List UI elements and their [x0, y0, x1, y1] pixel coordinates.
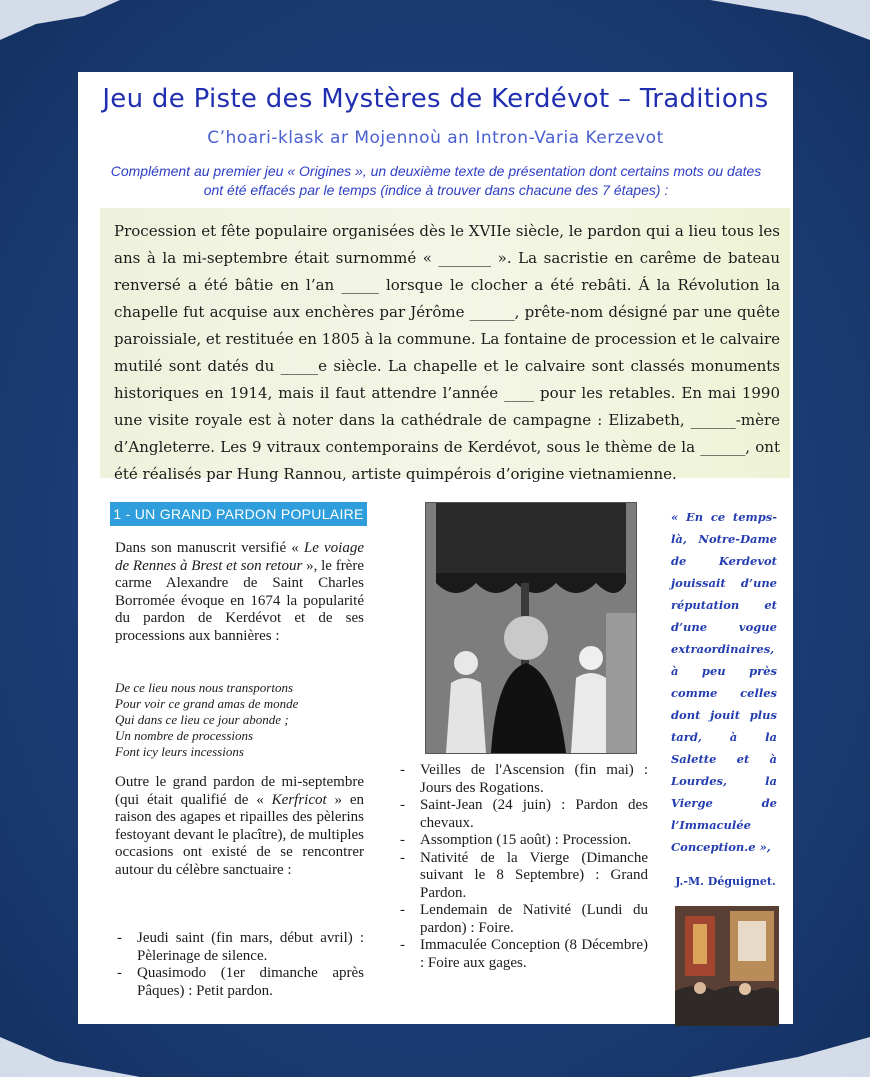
- poem: [115, 680, 364, 760]
- list-item-text: Jeudi saint (fin mars, début avril) : Pèlerinage de silence.: [137, 930, 364, 964]
- poem-line: Pour voir ce grand amas de monde: [115, 696, 299, 711]
- section-paragraph-1: [115, 540, 364, 645]
- poem-line: Font icy leurs incessions: [115, 744, 244, 759]
- text-span: Outre le grand pardon de mi-septembre (qui était qualifié de «: [115, 774, 364, 808]
- poem-line: De ce lieu nous nous transportons: [115, 680, 294, 695]
- section-heading: 1 - UN GRAND PARDON POPULAIRE: [110, 502, 367, 526]
- text-span: » en raison des agapes et ripailles des pèlerins festoyant devant le placître), de multiples occasions ont existé de se rencontrer autour du célèbre sanctuaire :: [115, 791, 364, 878]
- list-dash: -: [400, 849, 405, 866]
- list-dash: -: [117, 965, 122, 981]
- list-item: [398, 762, 648, 797]
- list-dash: -: [117, 930, 122, 946]
- list-item: [398, 937, 648, 972]
- procession-photo-drawing: [426, 503, 636, 753]
- page-subtitle: C’hoari-klask ar Mojennoù an Intron-Varia Kerzevot: [207, 128, 664, 148]
- list-item-text: Immaculée Conception (8 Décembre) : Foire aux gages.: [420, 937, 648, 971]
- complement-note: Complément au premier jeu « Origines », un deuxième texte de présentation dont certains mots ou dates ont été effacés par le temps (indice à trouver dans chacune des 7 étapes) :: [110, 163, 762, 198]
- procession-photo: [425, 502, 637, 754]
- list-item-text: Nativité de la Vierge (Dimanche suivant le 8 Septembre) : Grand Pardon.: [420, 849, 648, 901]
- list-dash: -: [400, 902, 405, 918]
- retable-photo-drawing: [675, 906, 779, 1026]
- list-item: [398, 832, 648, 850]
- poem-line: Qui dans ce lieu ce jour abonde ;: [115, 712, 289, 727]
- text-span: Dans son manuscrit versifié «: [115, 540, 304, 556]
- list-item: [398, 797, 648, 832]
- intro-text: Procession et fête populaire organisées dès le XVIIe siècle, le pardon qui a lieu tous les ans à la mi-septembre était surnommé « _______ ». La sacristie en carême de bateau renversé a été bâtie en l’an _____ lorsque le clocher a été rebâti. Á la Révolution la chapelle fut acquise aux enchères par Jérôme ______, prête-nom désigné par une quête paroissiale, et restituée en 1805 à la commune. La fontaine de procession et le calvaire mutilé sont datés du _____e siècle. La chapelle et le calvaire sont classés monuments historiques en 1914, mais il faut attendre l’année ____ pour les retables. En mai 1990 une visite royale est à noter dans la cathédrale de campagne : Elizabeth, ______-mère d’Angleterre. Les 9 vitraux contemporains de Kerdévot, sous le thème de la ______, ont été réalisés par Hung Rannou, artiste quimpérois d’origine vietnamienne.: [114, 222, 780, 483]
- list-item-text: Assomption (15 août) : Procession.: [420, 832, 632, 848]
- list-item: [398, 850, 648, 903]
- list-dash: -: [400, 762, 405, 778]
- retable-photo: [675, 906, 779, 1026]
- manuscript-title: Le voiage de Rennes à Brest et son retour: [115, 540, 365, 574]
- list-dash: -: [400, 937, 405, 953]
- poem-line: Un nombre de processions: [115, 728, 254, 743]
- list-item: [115, 930, 364, 965]
- section-paragraph-2: [115, 774, 364, 879]
- list-item-text: Veilles de l'Ascension (fin mai) : Jours des Rogations.: [420, 762, 648, 796]
- list-item: [115, 965, 364, 1000]
- deguignet-quote: « En ce temps-là, Notre-Dame de Kerdevot jouissait d’une réputation et d’une vogue extraordinaires, à peu près comme celles dont jouit plus tard, à la Salette et à Lourdes, la Vierge de l’Immaculée Conception.e »,: [671, 510, 777, 854]
- list-item-text: Saint-Jean (24 juin) : Pardon des chevaux.: [420, 797, 648, 831]
- list-dash: -: [400, 832, 405, 848]
- text-span: », le frère carme Alexandre de Saint Charles Borromée évoque en 1674 la popularité du pardon de Kerdévot et de ses processions aux bannières :: [115, 557, 364, 644]
- list-item-text: Quasimodo (1er dimanche après Pâques) : Petit pardon.: [137, 965, 364, 999]
- occasions-list-2: [398, 762, 648, 972]
- quote-author: J.-M. Déguignet.: [675, 875, 776, 888]
- list-dash: -: [400, 797, 405, 813]
- intro-box: [100, 208, 790, 483]
- page-title: Jeu de Piste des Mystères de Kerdévot – Traditions: [102, 84, 769, 114]
- occasions-list-1: [115, 930, 364, 1000]
- kerfricot-term: Kerfricot: [271, 791, 327, 808]
- list-item-text: Lendemain de Nativité (Lundi du pardon) : Foire.: [420, 902, 648, 936]
- list-item: [398, 902, 648, 937]
- document-page: [78, 72, 793, 1024]
